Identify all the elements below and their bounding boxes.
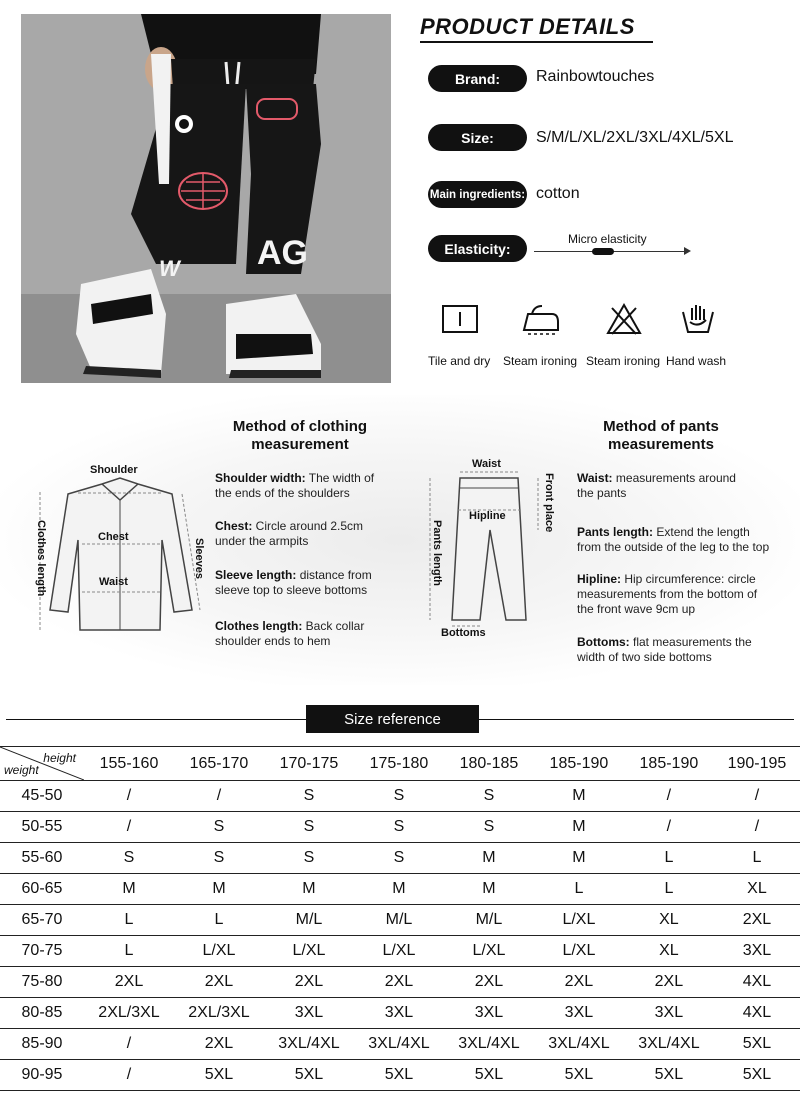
- size-cell: S: [444, 812, 534, 843]
- size-cell: 5XL: [624, 1060, 714, 1091]
- size-cell: 3XL: [714, 936, 800, 967]
- table-row: [0, 1060, 800, 1091]
- size-cell: 5XL: [264, 1060, 354, 1091]
- table-row: [0, 874, 800, 905]
- size-cell: XL: [624, 905, 714, 936]
- size-cell: L: [84, 905, 174, 936]
- size-cell: M: [264, 874, 354, 905]
- size-cell: L: [84, 936, 174, 967]
- height-corner-label: height: [43, 751, 76, 765]
- care-label: Hand wash: [666, 354, 727, 368]
- size-cell: M: [534, 843, 624, 874]
- bottoms-label: Bottoms: [441, 627, 486, 639]
- desc: Circle around 2.5cm: [252, 519, 364, 533]
- pants-length-label: Pants length: [431, 520, 443, 587]
- desc: the pants: [577, 486, 627, 500]
- size-cell: 2XL: [174, 967, 264, 998]
- size-cell: 2XL: [354, 967, 444, 998]
- size-cell: M: [444, 874, 534, 905]
- heading-line: Method of pants: [603, 418, 719, 435]
- size-cell: 3XL: [444, 998, 534, 1029]
- desc: Back collar: [302, 619, 365, 633]
- size-cell: 2XL: [444, 967, 534, 998]
- chest-label: Chest: [98, 531, 129, 543]
- table-row: [0, 998, 800, 1029]
- desc: Hip circumference: circle: [621, 572, 756, 586]
- corner-cell: [0, 747, 84, 781]
- size-cell: 3XL: [354, 998, 444, 1029]
- sleeves-label: Sleeves: [193, 538, 205, 579]
- size-cell: L/XL: [264, 936, 354, 967]
- height-header: 185-190: [534, 747, 624, 781]
- clothing-method-heading: [215, 418, 385, 454]
- iron-icon: [518, 300, 598, 340]
- height-header: 185-190: [624, 747, 714, 781]
- size-cell: /: [624, 812, 714, 843]
- size-cell: S: [174, 812, 264, 843]
- size-value: S/M/L/XL/2XL/3XL/4XL/5XL: [536, 129, 734, 146]
- elasticity-label: Elasticity:: [428, 235, 527, 262]
- product-photo: [21, 14, 391, 383]
- size-cell: /: [84, 1029, 174, 1060]
- size-cell: 3XL/4XL: [624, 1029, 714, 1060]
- height-header: 165-170: [174, 747, 264, 781]
- size-cell: M: [534, 781, 624, 812]
- term: Sleeve length:: [215, 568, 297, 582]
- size-cell: S: [264, 781, 354, 812]
- size-cell: S: [264, 812, 354, 843]
- size-cell: 2XL: [714, 905, 800, 936]
- weight-cell: 45-50: [0, 781, 84, 812]
- desc: under the armpits: [215, 534, 309, 548]
- size-cell: S: [264, 843, 354, 874]
- size-cell: 4XL: [714, 998, 800, 1029]
- size-cell: L/XL: [444, 936, 534, 967]
- term: Bottoms:: [577, 635, 630, 649]
- desc: the ends of the shoulders: [215, 486, 350, 500]
- size-cell: 3XL/4XL: [534, 1029, 624, 1060]
- desc: from the outside of the leg to the top: [577, 540, 770, 554]
- hipline-description: [577, 572, 757, 617]
- size-cell: 3XL: [624, 998, 714, 1029]
- size-cell: L/XL: [354, 936, 444, 967]
- size-cell: 5XL: [174, 1060, 264, 1091]
- weight-cell: 50-55: [0, 812, 84, 843]
- size-cell: L/XL: [534, 936, 624, 967]
- weight-cell: 65-70: [0, 905, 84, 936]
- size-cell: XL: [624, 936, 714, 967]
- size-cell: 3XL/4XL: [444, 1029, 534, 1060]
- term: Shoulder width:: [215, 471, 306, 485]
- size-cell: M/L: [354, 905, 444, 936]
- svg-text:W: W: [159, 256, 180, 281]
- size-cell: 2XL: [534, 967, 624, 998]
- weight-corner-label: weight: [4, 763, 39, 777]
- term: Chest:: [215, 519, 253, 533]
- table-row: [0, 843, 800, 874]
- size-cell: M/L: [264, 905, 354, 936]
- waist-label: Waist: [472, 458, 501, 470]
- divider: [6, 719, 306, 720]
- shirt-diagram: [32, 470, 212, 640]
- size-reference-title: Size reference: [306, 705, 479, 733]
- term: Waist:: [577, 471, 613, 485]
- size-cell: 5XL: [444, 1060, 534, 1091]
- size-cell: L: [714, 843, 800, 874]
- weight-cell: 85-90: [0, 1029, 84, 1060]
- height-header: 155-160: [84, 747, 174, 781]
- size-cell: 2XL: [84, 967, 174, 998]
- size-cell: 2XL: [624, 967, 714, 998]
- weight-cell: 75-80: [0, 967, 84, 998]
- desc: width of two side bottoms: [577, 650, 712, 664]
- arrow-right-icon: [684, 247, 691, 255]
- weight-cell: 55-60: [0, 843, 84, 874]
- size-cell: /: [624, 781, 714, 812]
- divider: [479, 719, 794, 720]
- title-underline: [420, 41, 653, 43]
- term: Clothes length:: [215, 619, 303, 633]
- term: Pants length:: [577, 525, 654, 539]
- size-cell: M: [84, 874, 174, 905]
- size-cell: 2XL/3XL: [174, 998, 264, 1029]
- elasticity-value: Micro elasticity: [568, 232, 647, 246]
- size-cell: L: [534, 874, 624, 905]
- table-row: [0, 905, 800, 936]
- size-cell: M: [174, 874, 264, 905]
- size-cell: 5XL: [714, 1029, 800, 1060]
- size-cell: M/L: [444, 905, 534, 936]
- size-cell: /: [84, 1060, 174, 1091]
- weight-cell: 70-75: [0, 936, 84, 967]
- product-details-title: PRODUCT DETAILS: [420, 14, 635, 39]
- size-cell: 3XL: [534, 998, 624, 1029]
- desc: shoulder ends to hem: [215, 634, 331, 648]
- svg-text:AG: AG: [257, 234, 308, 272]
- size-cell: /: [84, 781, 174, 812]
- size-cell: 4XL: [714, 967, 800, 998]
- ingredients-label: Main ingredients:: [428, 181, 527, 208]
- size-cell: M: [354, 874, 444, 905]
- size-label: Size:: [428, 124, 527, 151]
- size-cell: S: [444, 781, 534, 812]
- size-cell: L: [624, 843, 714, 874]
- size-cell: 2XL/3XL: [84, 998, 174, 1029]
- desc: measurements around: [612, 471, 736, 485]
- size-cell: /: [714, 812, 800, 843]
- size-cell: S: [354, 812, 444, 843]
- brand-label: Brand:: [428, 65, 527, 92]
- ingredients-value: cotton: [536, 185, 580, 202]
- size-cell: M: [444, 843, 534, 874]
- desc: The width of: [305, 471, 375, 485]
- care-label: Steam ironing: [586, 354, 661, 368]
- height-header: 190-195: [714, 747, 800, 781]
- size-cell: 5XL: [714, 1060, 800, 1091]
- table-header-row: [0, 747, 800, 781]
- elasticity-indicator: [592, 248, 614, 255]
- weight-cell: 90-95: [0, 1060, 84, 1091]
- height-header: 170-175: [264, 747, 354, 781]
- height-header: 180-185: [444, 747, 534, 781]
- sleeve-length-description: [215, 568, 372, 598]
- hand-wash-icon: [678, 300, 758, 340]
- size-cell: 5XL: [534, 1060, 624, 1091]
- bottoms-description: [577, 635, 752, 665]
- chest-description: [215, 519, 363, 549]
- size-cell: 3XL: [264, 998, 354, 1029]
- desc: Extend the length: [653, 525, 750, 539]
- size-cell: L: [624, 874, 714, 905]
- size-cell: /: [714, 781, 800, 812]
- model-wearing-pants-illustration: [21, 14, 391, 383]
- hipline-label: Hipline: [469, 510, 506, 522]
- waist-label: Waist: [99, 576, 128, 588]
- pants-method-heading: [580, 418, 742, 454]
- table-row: [0, 967, 800, 998]
- size-cell: 3XL/4XL: [264, 1029, 354, 1060]
- size-cell: 2XL: [174, 1029, 264, 1060]
- size-cell: XL: [714, 874, 800, 905]
- weight-cell: 80-85: [0, 998, 84, 1029]
- clothes-length-label: Clothes length: [35, 520, 47, 597]
- table-row: [0, 1029, 800, 1060]
- term: Hipline:: [577, 572, 621, 586]
- size-table: [0, 746, 800, 1091]
- desc: flat measurements the: [629, 635, 752, 649]
- care-label: Steam ironing: [503, 354, 578, 368]
- size-cell: S: [174, 843, 264, 874]
- table-row: [0, 781, 800, 812]
- heading-line: measurements: [608, 436, 714, 453]
- desc: the front wave 9cm up: [577, 602, 696, 616]
- pants-length-description: [577, 525, 769, 555]
- brand-value: Rainbowtouches: [536, 68, 655, 85]
- size-cell: L/XL: [174, 936, 264, 967]
- waist-description: [577, 471, 736, 501]
- size-cell: L: [174, 905, 264, 936]
- shoulder-label: Shoulder: [90, 464, 138, 476]
- table-row: [0, 812, 800, 843]
- table-row: [0, 936, 800, 967]
- shoulder-width-description: [215, 471, 374, 501]
- size-cell: 3XL/4XL: [354, 1029, 444, 1060]
- front-place-label: Front place: [543, 473, 555, 533]
- tumble-dry-icon: [440, 300, 520, 340]
- heading-line: measurement: [251, 436, 349, 453]
- size-cell: /: [84, 812, 174, 843]
- desc: distance from: [296, 568, 372, 582]
- size-cell: S: [354, 781, 444, 812]
- size-cell: L/XL: [534, 905, 624, 936]
- height-header: 175-180: [354, 747, 444, 781]
- clothes-length-description: [215, 619, 364, 649]
- heading-line: Method of clothing: [232, 418, 368, 435]
- desc: sleeve top to sleeve bottoms: [215, 583, 368, 597]
- care-label: Tile and dry: [428, 354, 491, 368]
- size-cell: 5XL: [354, 1060, 444, 1091]
- weight-cell: 60-65: [0, 874, 84, 905]
- size-cell: S: [84, 843, 174, 874]
- size-cell: M: [534, 812, 624, 843]
- no-bleach-icon: [604, 300, 684, 340]
- desc: measurements from the bottom of: [577, 587, 758, 601]
- size-cell: 2XL: [264, 967, 354, 998]
- size-cell: S: [354, 843, 444, 874]
- size-cell: /: [174, 781, 264, 812]
